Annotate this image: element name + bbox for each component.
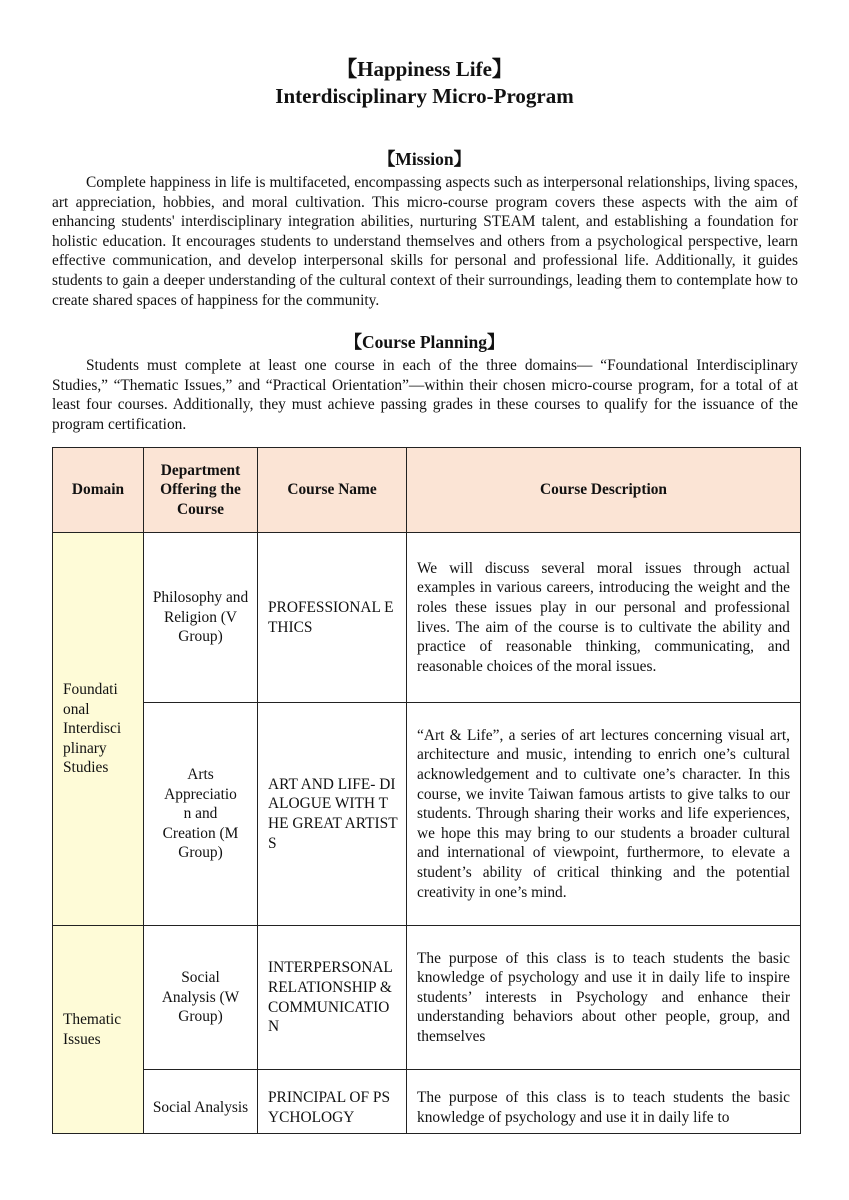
header-course-description: Course Description: [407, 448, 801, 533]
course-description-cell: “Art & Life”, a series of art lectures concerning visual art, architecture and music, intending to enrich one’s cultural acknowledgement and to cultivate one’s character. In this course, we invite Taiwan famous artists to give talks to our students. Through sharing their works and life experiences, we hope this may bring to our students a broader cultural and international of viewpoint, furthermore, to elevate a student’s ability of critical thinking and the potential creativity in one’s mind.: [407, 703, 801, 926]
department-label: Arts Appreciatio n and Creation (M Group): [162, 766, 239, 862]
course-table: [52, 447, 801, 1134]
course-name-cell: ART AND LIFE- DIALOGUE WITH THE GREAT ARTISTS: [258, 703, 407, 926]
header-course-name: Course Name: [258, 448, 407, 533]
header-domain: Domain: [53, 448, 144, 533]
department-cell: [144, 703, 258, 926]
domain-thematic: [53, 926, 144, 1134]
page-title: 【Happiness Life】: [336, 57, 513, 81]
department-cell: Philosophy and Religion (V Group): [144, 533, 258, 703]
course-description-cell: We will discuss several moral issues through actual examples in various careers, introducing the weight and the roles these issues play in our personal and professional lives. The aim of the course is to cultivate the ability and practice of reasonable thinking, communicating, and reasonable choices of the moral issues.: [407, 533, 801, 703]
course-name-cell: INTERPERSONAL RELATIONSHIP & COMMUNICATION: [258, 926, 407, 1070]
table-row: [53, 926, 801, 1070]
course-description-cell: The purpose of this class is to teach students the basic knowledge of psychology and use it in daily life to: [407, 1070, 801, 1134]
domain-foundational: [53, 533, 144, 926]
department-label: Social Analysis (W Group): [161, 969, 240, 1026]
table-row: [53, 703, 801, 926]
course-name-cell: PRINCIPAL OF PSYCHOLOGY: [258, 1070, 407, 1134]
table-row: [53, 1070, 801, 1134]
mission-heading: 【Mission】: [377, 149, 472, 169]
domain-label: Thematic Issues: [63, 1010, 122, 1048]
course-planning-heading: 【Course Planning】: [344, 332, 505, 352]
mission-paragraph: Complete happiness in life is multifaceted, encompassing aspects such as interpersonal relationships, living spaces, art appreciation, hobbies, and moral cultivation. This micro-course program covers these aspects with the aim of enhancing students' interdisciplinary integration abilities, nurturing STEAM talent, and establishing a foundation for holistic education. It encourages students to understand themselves and others from a psychological perspective, learn effective communication, and develop interpersonal skills for personal and professional life. Additionally, it guides students to gain a deeper understanding of the cultural context of their surroundings, leading them to contemplate how to create shared spaces of happiness for the community.: [52, 174, 798, 309]
department-cell: [144, 926, 258, 1070]
domain-label: Foundati onal Interdisci plinary Studies: [63, 681, 122, 777]
department-cell: Social Analysis: [144, 1070, 258, 1134]
course-name-cell: PROFESSIONAL ETHICS: [258, 533, 407, 703]
course-planning-paragraph: Students must complete at least one course in each of the three domains— “Foundational Interdisciplinary Studies,” “Thematic Issues,” and “Practical Orientation”—within their chosen micro-course program, for a total of at least four courses. Additionally, they must achieve passing grades in these courses to qualify for the issuance of the program certification.: [52, 357, 798, 433]
header-department: Department Offering the Course: [144, 448, 258, 533]
table-row: [53, 533, 801, 703]
page-subtitle: Interdisciplinary Micro-Program: [275, 84, 574, 108]
table-header-row: [53, 448, 801, 533]
course-description-cell: The purpose of this class is to teach students the basic knowledge of psychology and use it in daily life to inspire students’ interests in Psychology and enhance their understanding behaviors about other people, group, and themselves: [407, 926, 801, 1070]
